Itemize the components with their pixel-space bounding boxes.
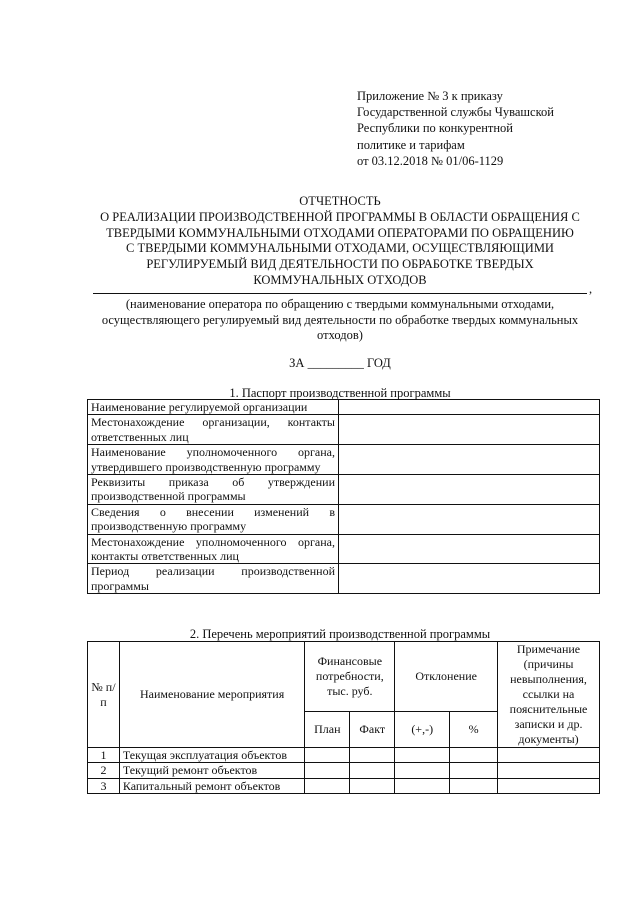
table-row [88,778,600,793]
header-deviation: Отклонение [395,642,498,712]
passport-label: Сведения о внесении изменений в производственную программу [88,504,339,534]
row-name: Текущая эксплуатация объектов [119,748,304,763]
title-line: РЕГУЛИРУЕМЫЙ ВИД ДЕЯТЕЛЬНОСТИ ПО ОБРАБОТКЕ ТВЕРДЫХ [146,257,534,272]
header-name: Наименование мероприятия [119,642,304,748]
row-cell [395,763,450,778]
row-cell [498,748,600,763]
table-row [88,763,600,778]
operator-note [80,297,600,344]
header-plan: План [305,712,350,748]
report-year: ЗА _________ ГОД [289,356,391,370]
title-line: С ТВЕРДЫМИ КОММУНАЛЬНЫМИ ОТХОДАМИ, ОСУЩЕСТВЛЯЮЩИМИ [126,241,554,256]
row-num: 3 [88,778,120,793]
row-cell [350,778,395,793]
note-line: (наименование оператора по обращению с твердыми коммунальными отходами, [125,297,555,311]
approval-line: Приложение № 3 к приказу [357,89,503,103]
row-cell [305,778,350,793]
header-plusminus: (+,-) [395,712,450,748]
note-line: осуществляющего регулируемый вид деятельности по обработке твердых коммунальных [101,312,579,327]
passport-value [339,415,600,445]
table-row [88,748,600,763]
table-row [88,415,600,445]
passport-label: Наименование регулируемой организации [88,400,339,415]
title-line: О РЕАЛИЗАЦИИ ПРОИЗВОДСТВЕННОЙ ПРОГРАММЫ В ОБЛАСТИ ОБРАЩЕНИЯ С [100,209,580,224]
title-line: ОТЧЕТНОСТЬ [299,194,381,208]
passport-label: Местонахождение уполномоченного органа, контакты ответственных лиц [88,534,339,564]
row-cell [450,763,498,778]
measures-table [87,641,600,794]
table-row [88,564,600,594]
header-fact: Факт [350,712,395,748]
row-cell [395,778,450,793]
title-line: КОММУНАЛЬНЫХ ОТХОДОВ [253,272,427,287]
row-num: 1 [88,748,120,763]
passport-label: Период реализации производственной программы [88,564,339,594]
table-row [88,534,600,564]
passport-value [339,504,600,534]
header-note: Примечание (причины невыполнения, ссылки на пояснительные записки и др. документы) [498,642,600,748]
header-row [88,642,600,712]
approval-line: Государственной службы Чувашской [357,105,554,120]
table-row [88,445,600,475]
row-cell [350,763,395,778]
row-cell [498,778,600,793]
row-cell [350,748,395,763]
title-line: ТВЕРДЫМИ КОММУНАЛЬНЫМИ ОТХОДАМИ ОПЕРАТОРАМИ ПО ОБРАЩЕНИЮ [106,225,574,240]
comma: , [589,282,593,296]
row-cell [305,748,350,763]
row-cell [395,748,450,763]
passport-value [339,445,600,475]
passport-label: Реквизиты приказа об утверждении производственной программы [88,475,339,505]
passport-value [339,534,600,564]
row-cell [498,763,600,778]
passport-value [339,475,600,505]
approval-line: политике и тарифам [357,137,465,152]
approval-line: от 03.12.2018 № 01/06-1129 [357,153,504,168]
table-row [88,475,600,505]
row-num: 2 [88,763,120,778]
passport-label: Местонахождение организации, контакты ответственных лиц [88,415,339,445]
header-percent: % [450,712,498,748]
passport-table [87,399,600,594]
header-finance: Финансовые потребности, тыс. руб. [305,642,395,712]
section2-title: 2. Перечень мероприятий производственной программы [189,627,491,641]
passport-label: Наименование уполномоченного органа, утвердившего производственную программу [88,445,339,475]
passport-value [339,400,600,415]
approval-line: Республики по конкурентной [357,121,513,136]
header-num: № п/п [88,642,120,748]
report-title [80,194,600,289]
row-name: Текущий ремонт объектов [119,763,304,778]
section1-title: 1. Паспорт производственной программы [229,386,451,400]
operator-name-blank [93,293,587,294]
table-row [88,400,600,415]
table-row [88,504,600,534]
row-cell [450,748,498,763]
passport-value [339,564,600,594]
note-line: отходов) [317,328,363,342]
row-cell [305,763,350,778]
row-cell [450,778,498,793]
approval-note [357,88,597,169]
row-name: Капитальный ремонт объектов [119,778,304,793]
